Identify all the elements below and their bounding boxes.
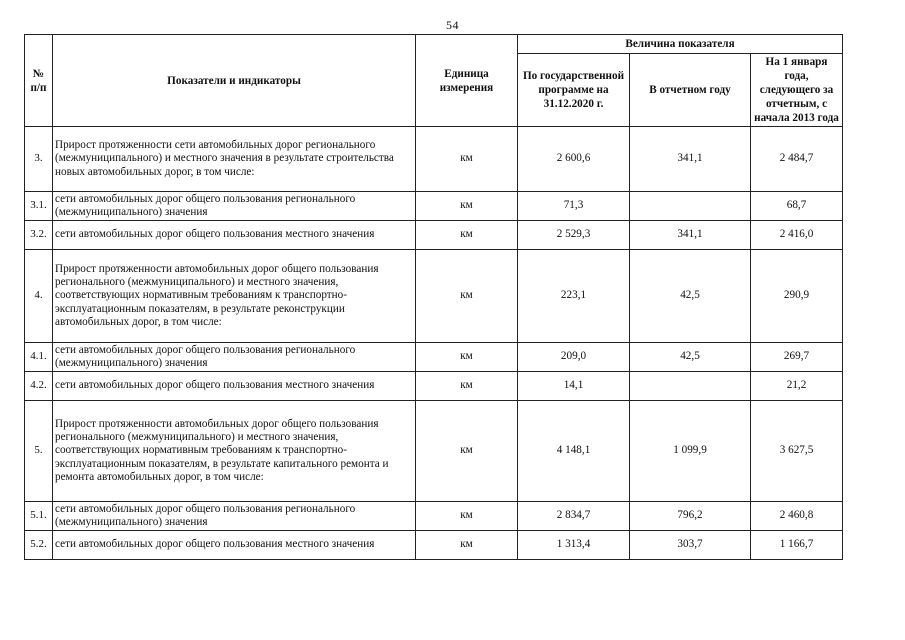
header-plan: По государственной программе на 31.12.2020 г. xyxy=(518,54,630,127)
row-year: 1 099,9 xyxy=(630,401,751,502)
row-unit: км xyxy=(416,343,518,372)
table-header-row xyxy=(25,35,843,54)
row-jan: 269,7 xyxy=(751,343,843,372)
table-row xyxy=(25,372,843,401)
table-row xyxy=(25,502,843,531)
header-year: В отчетном году xyxy=(630,54,751,127)
row-plan: 14,1 xyxy=(518,372,630,401)
row-num: 4. xyxy=(25,250,53,343)
row-unit: км xyxy=(416,250,518,343)
row-jan: 2 484,7 xyxy=(751,127,843,192)
row-year: 341,1 xyxy=(630,127,751,192)
header-name: Показатели и индикаторы xyxy=(53,35,416,127)
header-group-value: Величина показателя xyxy=(518,35,843,54)
row-unit: км xyxy=(416,531,518,560)
row-name: Прирост протяженности автомобильных дорог общего пользования регионального (межмуниципального) и местного значения, соответствующих нормативным требованиям к транспортно-эксплуатационным показателям, в результате капитального ремонта и ремонта автомобильных дорог, в том числе: xyxy=(53,401,416,502)
row-jan: 21,2 xyxy=(751,372,843,401)
row-unit: км xyxy=(416,221,518,250)
row-plan: 1 313,4 xyxy=(518,531,630,560)
table-row xyxy=(25,250,843,343)
row-num: 3.2. xyxy=(25,221,53,250)
row-year: 303,7 xyxy=(630,531,751,560)
row-plan: 2 834,7 xyxy=(518,502,630,531)
row-num: 5. xyxy=(25,401,53,502)
row-unit: км xyxy=(416,372,518,401)
row-name: Прирост протяженности автомобильных дорог общего пользования регионального (межмуниципального) и местного значения, соответствующих нормативным требованиям к транспортно-эксплуатационным показателям, в результате реконструкции автомобильных дорог, в том числе: xyxy=(53,250,416,343)
row-jan: 68,7 xyxy=(751,192,843,221)
row-year xyxy=(630,192,751,221)
header-num: № п/п xyxy=(25,35,53,127)
row-year xyxy=(630,372,751,401)
row-year: 796,2 xyxy=(630,502,751,531)
row-year: 42,5 xyxy=(630,250,751,343)
row-jan: 290,9 xyxy=(751,250,843,343)
table-row xyxy=(25,127,843,192)
row-name: сети автомобильных дорог общего пользования местного значения xyxy=(53,221,416,250)
header-jan: На 1 января года, следующего за отчетным, с начала 2013 года xyxy=(751,54,843,127)
row-num: 3. xyxy=(25,127,53,192)
table-row xyxy=(25,531,843,560)
row-jan: 1 166,7 xyxy=(751,531,843,560)
row-unit: км xyxy=(416,401,518,502)
row-jan: 2 416,0 xyxy=(751,221,843,250)
table-row xyxy=(25,221,843,250)
table-row xyxy=(25,343,843,372)
row-name: сети автомобильных дорог общего пользования регионального (межмуниципального) значения xyxy=(53,192,416,221)
row-plan: 209,0 xyxy=(518,343,630,372)
row-year: 42,5 xyxy=(630,343,751,372)
row-plan: 223,1 xyxy=(518,250,630,343)
row-unit: км xyxy=(416,192,518,221)
row-name: сети автомобильных дорог общего пользования регионального (межмуниципального) значения xyxy=(53,343,416,372)
row-name: сети автомобильных дорог общего пользования местного значения xyxy=(53,531,416,560)
indicators-table xyxy=(24,34,843,560)
table-row xyxy=(25,192,843,221)
row-name: сети автомобильных дорог общего пользования местного значения xyxy=(53,372,416,401)
row-name: сети автомобильных дорог общего пользования регионального (межмуниципального) значения xyxy=(53,502,416,531)
row-num: 4.2. xyxy=(25,372,53,401)
row-jan: 3 627,5 xyxy=(751,401,843,502)
row-jan: 2 460,8 xyxy=(751,502,843,531)
row-year: 341,1 xyxy=(630,221,751,250)
row-name: Прирост протяженности сети автомобильных дорог регионального (межмуниципального) и местного значения в результате строительства новых автомобильных дорог, в том числе: xyxy=(53,127,416,192)
page-number: 54 xyxy=(446,18,459,32)
table-row xyxy=(25,401,843,502)
row-num: 5.2. xyxy=(25,531,53,560)
row-plan: 71,3 xyxy=(518,192,630,221)
row-num: 4.1. xyxy=(25,343,53,372)
row-plan: 4 148,1 xyxy=(518,401,630,502)
row-num: 3.1. xyxy=(25,192,53,221)
row-unit: км xyxy=(416,502,518,531)
header-unit: Единица измерения xyxy=(416,35,518,127)
row-unit: км xyxy=(416,127,518,192)
row-plan: 2 600,6 xyxy=(518,127,630,192)
row-num: 5.1. xyxy=(25,502,53,531)
row-plan: 2 529,3 xyxy=(518,221,630,250)
